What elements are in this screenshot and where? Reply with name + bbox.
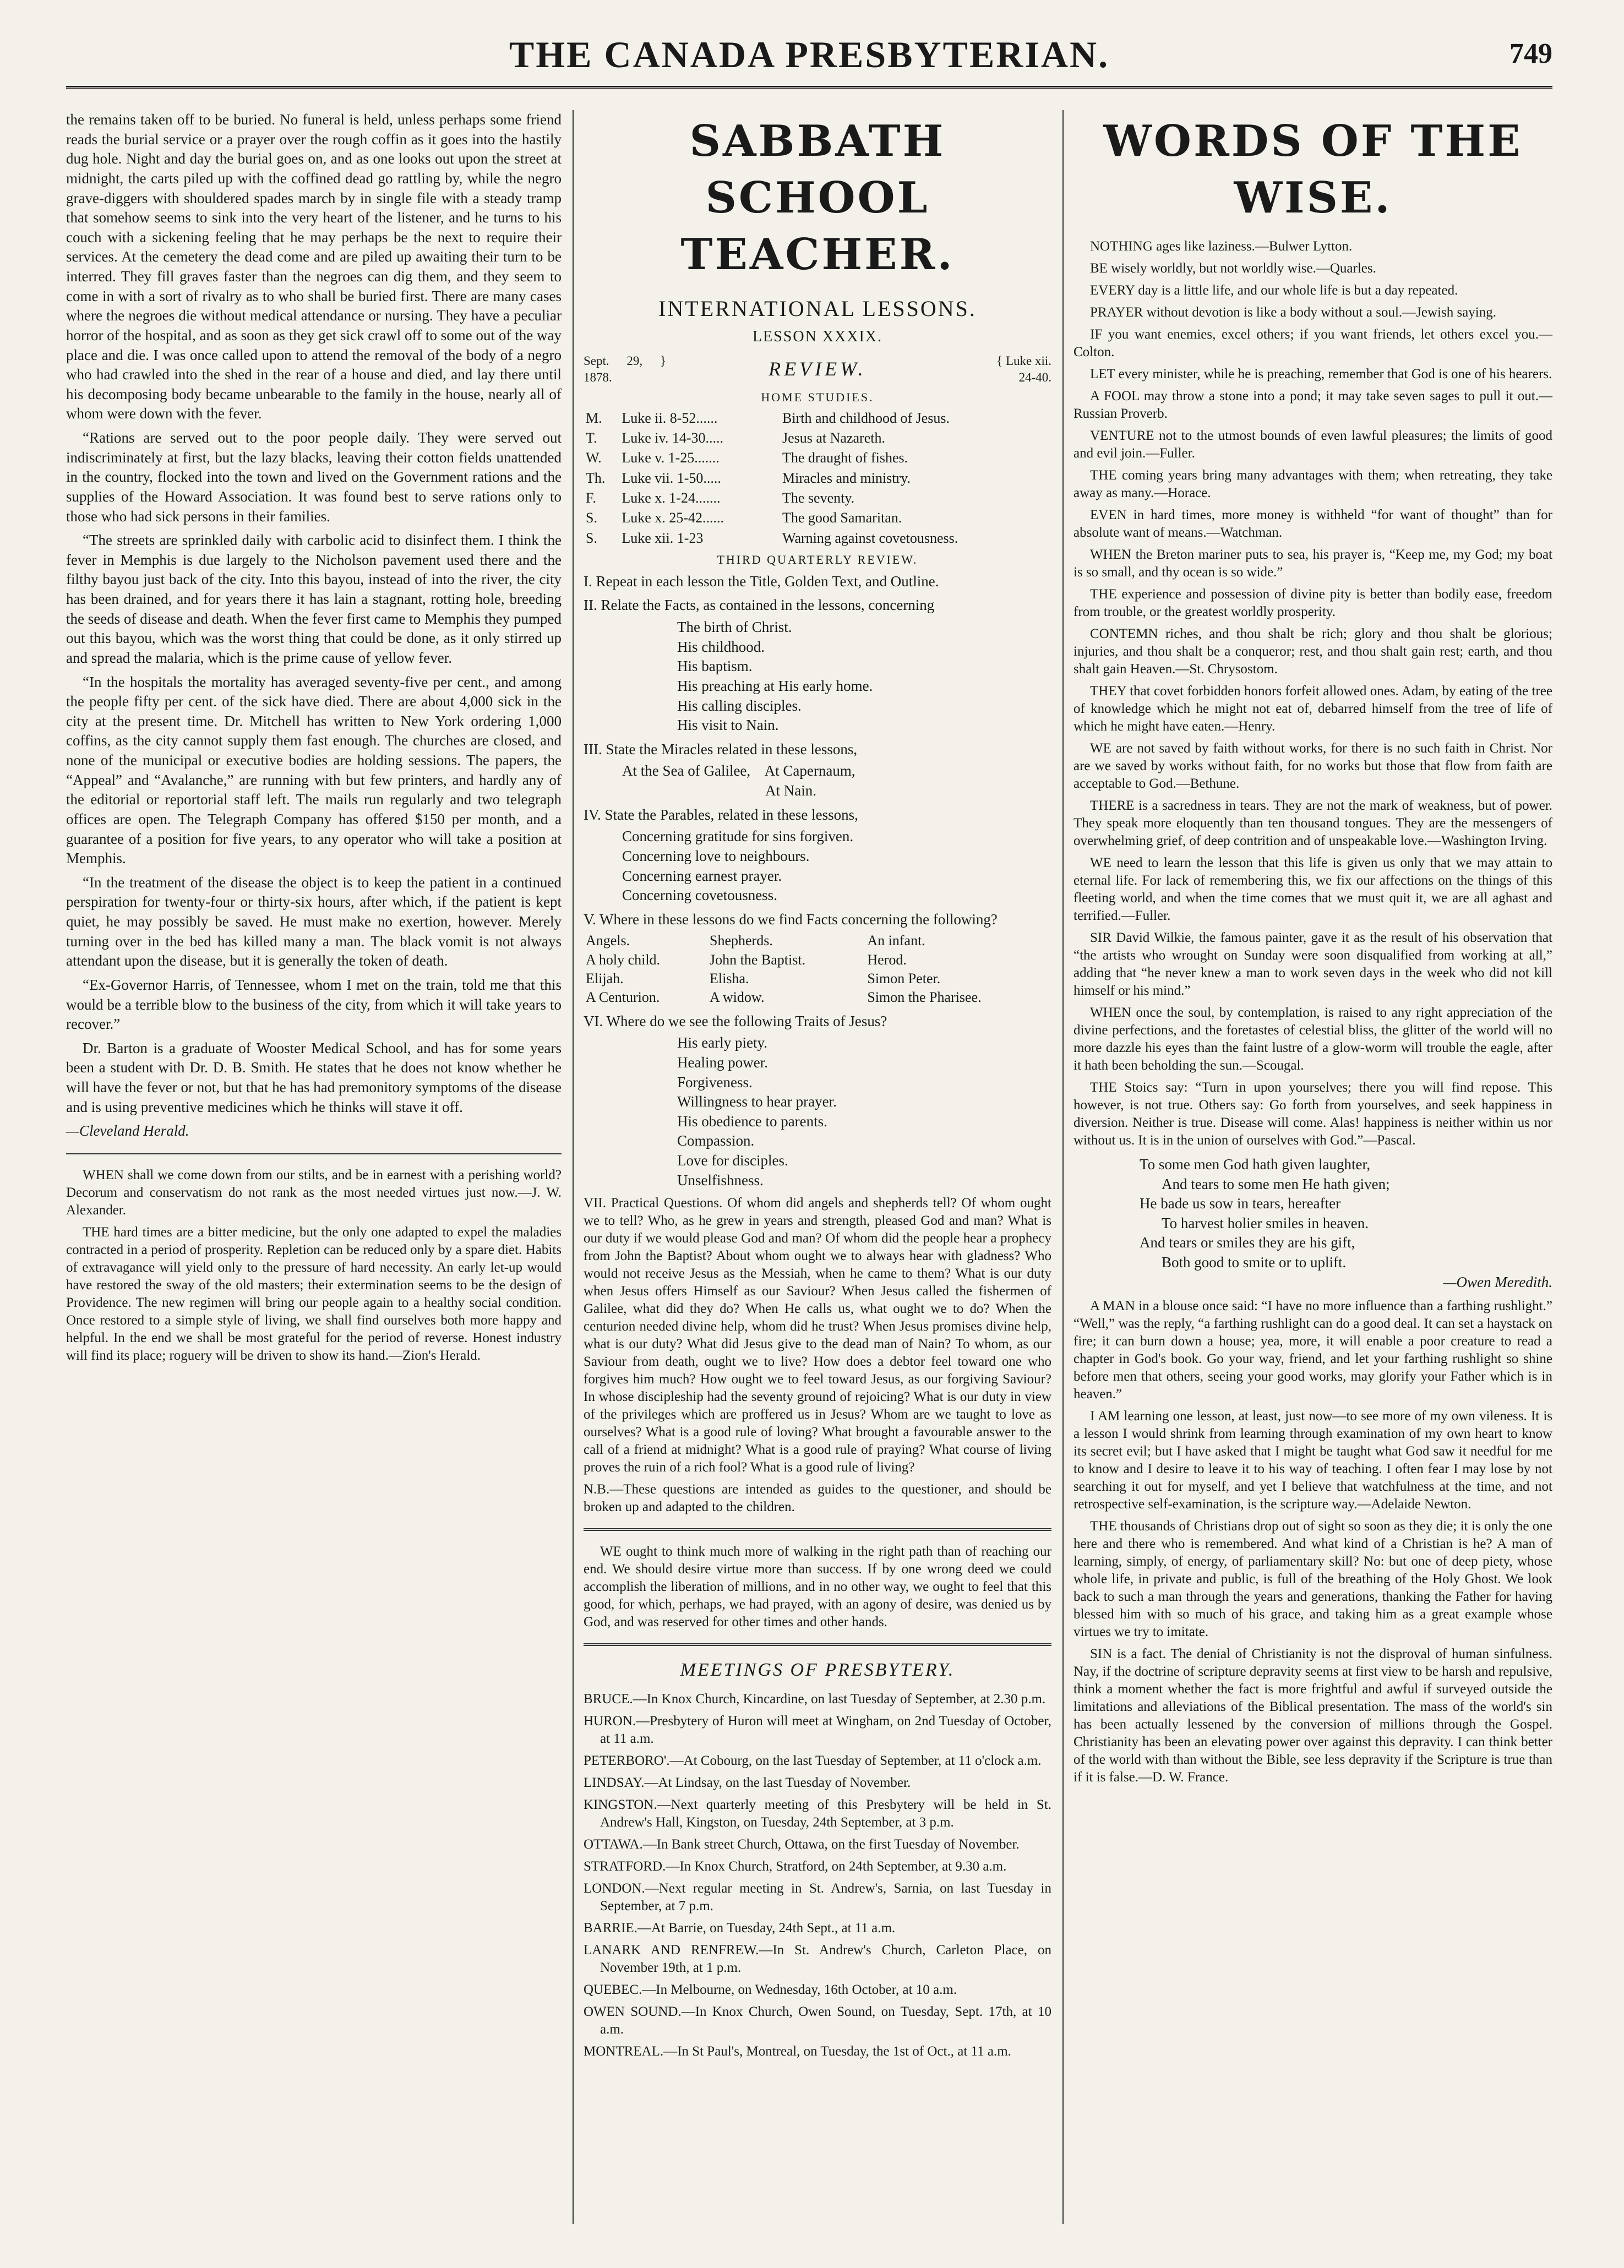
quote-paragraph: PRAYER without devotion is like a body without a soul.—Jewish saying. [1090, 304, 1496, 320]
home-studies-table [584, 408, 1051, 548]
list-item: Love for disciples. [677, 1152, 788, 1169]
study-ref: Luke xii. 1-23 [622, 530, 704, 546]
quote-paragraph: WE are not saved by faith without works, for there is no such faith in Christ. Nor are we saved by works without faith, for no works but those that flow from faith are acceptable to God.—Bethune. [1073, 740, 1552, 791]
table-cell: Elisha. [710, 971, 749, 987]
table-cell: A widow. [710, 989, 765, 1006]
quote-paragraph: LET every minister, while he is preaching, remember that God is one of his hearers. [1090, 366, 1552, 381]
list-item: The birth of Christ. [677, 619, 792, 636]
column-right [1073, 110, 1552, 1791]
list-item: His baptism. [677, 658, 753, 675]
meeting-entry: QUEBEC.—In Melbourne, on Wednesday, 16th October, at 10 a.m. [584, 1982, 957, 1998]
meetings-title: MEETINGS OF PRESBYTERY. [680, 1660, 955, 1681]
study-day: F. [586, 489, 596, 506]
quote-paragraph: SIR David Wilkie, the famous painter, gave it as the result of his observation that “the artists who wrought on Sunday were soon disqualified from working at all,” adding that “he never knew a man to work seven days in the week who did not kill himself or his mind.” [1073, 930, 1552, 998]
study-day: W. [586, 450, 602, 466]
meeting-entry: PETERBORO'.—At Cobourg, on the last Tuesday of September, at 11 o'clock a.m. [584, 1753, 1042, 1769]
review-title: REVIEW. [769, 357, 867, 380]
quote-paragraph: IF you want enemies, excel others; if you want friends, let others excel you.—Colton. [1073, 326, 1552, 359]
study-topic: Warning against covetousness. [782, 530, 958, 546]
quote-paragraph: THE Stoics say: “Turn in upon yourselves; there you will find repose. This however, is not true. Others say: Go forth from yourselves, and seek happiness in diversion. Neither is true. Disease will come. Alas! happiness is neither within us nor without us. It is in the union of ourselves with God.”—Pascal. [1073, 1080, 1552, 1148]
study-day: Th. [586, 470, 606, 486]
study-day: T. [586, 429, 597, 446]
article-attribution: —Cleveland Herald. [66, 1122, 189, 1140]
short-paragraph: WHEN shall we come down from our stilts, and be in earnest with a perishing world? Decorum and conservatism do not rank as the most needed virtues just now.—J. W. Alexander. [66, 1167, 562, 1218]
study-ref: Luke ii. 8-52...... [622, 410, 718, 426]
column-divider [1062, 110, 1064, 2224]
short-paragraph: WE ought to think much more of walking in the right path than of reaching our end. We should desire virtue more than success. If by one wrong deed we could accomplish the liberation of millions, and in no other way, we ought to feel that this good, for which, perhaps, we had prayed, with an agony of desire, was denied us by God, and was reserved for other times and other hands. [584, 1544, 1051, 1630]
table-cell: A holy child. [586, 951, 661, 968]
table-row [584, 448, 1051, 468]
quote-paragraph: EVERY day is a little life, and our whole life is but a day repeated. [1090, 282, 1458, 298]
list-item: Concerning love to neighbours. [622, 847, 810, 864]
page-header [66, 33, 1552, 83]
meeting-entry: LANARK AND RENFREW.—In St. Andrew's Church, Carleton Place, on November 19th, at 1 p.m. [584, 1943, 1051, 1976]
study-day: S. [586, 530, 597, 546]
list-item: His early piety. [677, 1034, 767, 1051]
column-divider [573, 110, 574, 2224]
poem-line: And tears or smiles they are his gift, [1140, 1234, 1355, 1251]
nb-note: N.B.—These questions are intended as guides to the questioner, and should be broken up and adapted to the children. [584, 1482, 1051, 1515]
list-item: At Nain. [765, 782, 816, 799]
table-cell: Herod. [867, 951, 907, 968]
quote-paragraph: THE experience and possession of divine pity is better than bodily ease, freedom from trouble, or the greatest worldly prosperity. [1073, 586, 1552, 619]
poem-line: He bade us sow in tears, hereafter [1140, 1195, 1341, 1212]
article-paragraph: “Rations are served out to the poor people daily. They were served out indiscriminately at first, but the lazy blacks, leaving their cotton fields unattended in the country, flocked into the town and lived on the Government rations and the supplies of the Howard Association. It was found best to serve rations only to those who had sick persons in their families. [66, 429, 562, 525]
quote-paragraph: VENTURE not to the utmost bounds of even lawful pleasures; the limits of good and evil join.—Fuller. [1073, 428, 1552, 461]
list-item: Concerning gratitude for sins forgiven. [622, 828, 854, 845]
list-item: Forgiveness. [677, 1073, 753, 1091]
table-cell: A Centurion. [586, 989, 660, 1006]
meeting-entry: KINGSTON.—Next quarterly meeting of this Presbytery will be held in St. Andrew's Hall, Kingston, on Tuesday, 24th September, at 3 p.m. [584, 1797, 1051, 1830]
study-ref: Luke iv. 14-30..... [622, 429, 723, 446]
lessons-heading: INTERNATIONAL LESSONS. [658, 296, 977, 321]
review-date: Sept. 29, } 1878. [584, 353, 666, 384]
quote-paragraph: I AM learning one lesson, at least, just now—to see more of my own vileness. It is a lesson I would shrink from learning through examination of my own heart to know its secret evil; but I have asked that I might be taught what God saw it needful for me to know and I desire to leave it to his way of teaching. I often fear I may lose by not searching it out for myself, and yet I believe that watchfulness at the time, and not retrospective self-examination, is the scripture way.—Adelaide Newton. [1073, 1409, 1552, 1512]
header-rule [66, 86, 1552, 89]
quote-paragraph: BE wisely worldly, but not worldly wise.—Quarles. [1090, 260, 1376, 276]
quarterly-review-label: THIRD QUARTERLY REVIEW. [717, 552, 918, 566]
table-cell: Elijah. [586, 971, 624, 987]
home-studies-label: HOME STUDIES. [761, 390, 874, 404]
practical-questions: VII. Practical Questions. Of whom did angels and shepherds tell? Of whom ought we to tell? Who, as he grew in years and strength, pleased God and man? What is our duty if we would please God and man? Of whom did the people hear a prophecy from John the Baptist? About whom ought we to always hear with gladness? Who would not receive Jesus as the Messiah, when he came to them? What is our duty when Jesus offers Himself as our Saviour? When Jesus called the fishermen of Galilee, what did they do? When He calls us, what ought we to do? When the centurion needed divine help, whom did he trust? When Jesus promises divine help, what is our duty? What did Jesus give to the dead man of Nain? To whom, as our Saviour from death, ought we to live? How does a debtor feel toward one who forgives him much? How ought we to feel toward Jesus, as our forgiving Saviour? In whose discipleship had the seventy ground of rejoicing? What is our duty in view of the privileges which are proffered us in Jesus? Whom are we taught to love as ourselves? What is a good rule of loving? What brought a favourable answer to the call of a friend at midnight? What is a good rule of praying? What course of living proves the ruin of a rich fool? What is a good rule of living? [584, 1196, 1051, 1475]
section-rule [66, 1153, 562, 1154]
article-paragraph: “Ex-Governor Harris, of Tennessee, whom I met on the train, told me that this would be a terrible blow to the business of the city, from which it will take years to recover.” [66, 976, 562, 1033]
section-rule [584, 1528, 1051, 1531]
review-question: III. State the Miracles related in these lessons, [584, 740, 858, 757]
review-question: II. Relate the Facts, as contained in the lessons, concerning [584, 597, 935, 614]
meeting-entry: LONDON.—Next regular meeting in St. Andrew's, Sarnia, on last Tuesday in September, at 7 p.m. [584, 1881, 1051, 1914]
table-row [584, 931, 1051, 950]
poem-line: And tears to some men He hath given; [1162, 1175, 1390, 1192]
list-item: His childhood. [677, 638, 765, 655]
poem-attribution: —Owen Meredith. [1443, 1273, 1552, 1290]
poem-line: To some men God hath given laughter, [1140, 1155, 1371, 1173]
quote-paragraph: EVEN in hard times, more money is withheld “for want of thought” than for absolute want of means.—Watchman. [1073, 507, 1552, 540]
quote-paragraph: A FOOL may throw a stone into a pond; it may take seven sages to pull it out.—Russian Proverb. [1073, 388, 1552, 421]
quote-paragraph: CONTEMN riches, and thou shalt be rich; glory and thou shalt be glorious; injuries, and thou shalt be a conqueror; rest, and thou shalt gain rest; earth, and thou shalt gain Heaven.—St. Chrysostom. [1073, 626, 1552, 677]
list-item: Concerning earnest prayer. [622, 867, 782, 884]
list-item: Healing power. [677, 1054, 768, 1071]
table-cell: Angels. [586, 933, 630, 949]
lesson-number: LESSON XXXIX. [753, 328, 882, 345]
facts-table [584, 931, 1051, 1007]
study-topic: The draught of fishes. [782, 450, 908, 466]
list-item: His visit to Nain. [677, 717, 779, 734]
meeting-entry: HURON.—Presbytery of Huron will meet at Wingham, on 2nd Tuesday of October, at 11 a.m. [584, 1714, 1051, 1747]
study-topic: The seventy. [782, 489, 855, 506]
masthead: THE CANADA PRESBYTERIAN. [509, 34, 1110, 75]
quote-paragraph: WHEN the Breton mariner puts to sea, his prayer is, “Keep me, my God; my boat is so small, and thy ocean is so wide.” [1073, 547, 1552, 580]
quote-paragraph: A MAN in a blouse once said: “I have no more influence than a farthing rushlight.” “Well,” was the reply, “a farthing rushlight can do a good deal. It can set a haystack on fire; it can burn down a house; yea, more, it will enable a poor creature to read a chapter in God's book. Go your way, friend, and let your farthing rushlight so shine before men that others, seeing your good works, may glorify your Father which is in heaven.” [1073, 1299, 1552, 1402]
meeting-entry: MONTREAL.—In St Paul's, Montreal, on Tuesday, the 1st of Oct., at 11 a.m. [584, 2044, 1011, 2059]
quote-paragraph: SIN is a fact. The denial of Christianity is not the disproval of human sinfulness. Nay, if the doctrine of scripture depravity seems at first view to be harsh and repulsive, think a moment whether the fact is more frightful and awful if surveyed outside the limitations and alleviations of the Biblical presentation. The mass of the world's sin has been actually lessened by the conversion of millions through the Gospel. Christianity has been an elevating power over against this depravity. I can think better of the world with than without the Bible, see less depravity if the Scripture is true than if it is false.—D. W. France. [1073, 1647, 1552, 1785]
table-cell: Simon the Pharisee. [867, 989, 982, 1006]
meeting-entry: OTTAWA.—In Bank street Church, Ottawa, on the first Tuesday of November. [584, 1837, 1020, 1852]
table-cell: Simon Peter. [867, 971, 941, 987]
section-rule [584, 1643, 1051, 1646]
section-title: SABBATH SCHOOL TEACHER. [680, 116, 955, 280]
study-day: M. [586, 410, 602, 426]
article-paragraph: Dr. Barton is a graduate of Wooster Medical School, and has for some years been a student with Dr. D. B. Smith. He states that he does not know whether he will have the fever or not, but that he has had premonitory symptoms of the disease and is using preventive medicines which he thinks will stave it off. [66, 1039, 562, 1115]
study-topic: Birth and childhood of Jesus. [782, 410, 950, 426]
column-middle [584, 110, 1051, 2065]
meeting-entry: STRATFORD.—In Knox Church, Stratford, on 24th September, at 9.30 a.m. [584, 1859, 1007, 1874]
poem-line: Both good to smite or to uplift. [1162, 1254, 1347, 1271]
table-cell: John the Baptist. [710, 951, 806, 968]
section-title: WORDS OF THE WISE. [1103, 116, 1523, 223]
study-topic: Miracles and ministry. [782, 470, 911, 486]
table-cell: An infant. [867, 933, 925, 949]
review-question: V. Where in these lessons do we find Facts concerning the following? [584, 911, 998, 928]
review-reference: { Luke xii. 24-40. [996, 353, 1051, 384]
review-question: IV. State the Parables, related in these lessons, [584, 806, 858, 823]
list-item: His calling disciples. [677, 697, 802, 714]
meeting-entry: LINDSAY.—At Lindsay, on the last Tuesday of November. [584, 1775, 911, 1791]
page-number: 749 [1509, 38, 1552, 69]
study-ref: Luke v. 1-25....... [622, 450, 720, 466]
article-paragraph: the remains taken off to be buried. No funeral is held, unless perhaps some friend reads the burial service or a prayer over the rough coffin as it goes into the hastily dug hole. Night and day the burial goes on, and as one looks out upon the street at midnight, the carts piled up with the coffined dead go rattling by, while the negro grave-diggers with shouldered spades march by in single file with a steady tramp that somehow seems to sink into the very heart of the listener, and he turns to his couch with a sickening feeling that he may perhaps be the next to require their services. At the cemetery the dead come and are piled up awaiting their turn to be interred. They fill graves faster than the negroes can dig them, and they seem to come in with a sort of rivalry as to who shall be buried first. There are many cases where the negroes die without medical attendance or nursing. They have a peculiar horror of the hospital, and as soon as they get sick crawl off to some out of the way place and die. I was once called upon to attend the removal of the body of a negro who had crawled into the shed in the rear of a house and died, and lay there until his decomposing body became unbearable to the family in the house, nearly all of whom were down with the fever. [66, 111, 562, 422]
table-row [584, 528, 1051, 548]
article-paragraph: “The streets are sprinkled daily with carbolic acid to disinfect them. I think the fever in Memphis is due largely to the Nicholson pavement used there and the filthy bayou just back of the city. Into this bayou, instead of into the river, the city has been drained, and for years there it has lain a stagnant, rotting hole, breeding the seeds of disease and death. When the fever first came to Memphis they pumped out this bayou, which was the worst thing that could be done, as it only stirred up and spread the malaria, which is the prime cause of yellow fever. [66, 532, 562, 666]
quote-paragraph: THERE is a sacredness in tears. They are not the mark of weakness, but of power. They speak more eloquently than ten thousand tongues. They are the messengers of overwhelming grief, of deep contrition and of unspeakable love.—Washington Irving. [1073, 798, 1552, 848]
list-item: Willingness to hear prayer. [677, 1093, 837, 1110]
review-question: VI. Where do we see the following Traits of Jesus? [584, 1012, 887, 1029]
column-left [66, 110, 562, 1369]
meeting-entry: BARRIE.—At Barrie, on Tuesday, 24th Sept., at 11 a.m. [584, 1921, 896, 1936]
table-row [584, 488, 1051, 508]
quote-paragraph: THEY that covet forbidden honors forfeit allowed ones. Adam, by eating of the tree of knowledge which he might not eat of, debarred himself from the tree of life of which he might have eaten.—Henry. [1073, 683, 1552, 734]
list-item: His obedience to parents. [677, 1113, 827, 1130]
quote-paragraph: NOTHING ages like laziness.—Bulwer Lytton. [1090, 238, 1353, 254]
poem [1073, 1155, 1552, 1292]
short-paragraph: THE hard times are a bitter medicine, but the only one adapted to expel the maladies contracted in a period of prosperity. Repletion can be reduced only by a spare diet. Habits of extravagance will yield only to the pressure of hard necessity. An early let-up would have restored the sway of the old masters; their extermination seems to be the design of Providence. The new regimen will bring our people again to a healthy social condition. Once restored to a simple style of living, we shall find ourselves both more happy and helpful. In the end we shall be most grateful for the period of reverse. Honest industry will find its place; roguery will be driven to show its hand.—Zion's Herald. [66, 1224, 562, 1363]
study-topic: Jesus at Nazareth. [782, 429, 885, 446]
article-paragraph: “In the treatment of the disease the object is to keep the patient in a continued perspiration for twenty-four or thirty-six hours, after which, if the patient is kept quiet, he may possibly be saved. He must make no exertion, however. Merely turning over in the bed has killed many a man. The black vomit is not always attendant upon the disease, but it is generally the token of death. [66, 874, 562, 969]
table-row [584, 951, 1051, 969]
study-ref: Luke x. 25-42...... [622, 510, 724, 526]
table-row [584, 988, 1051, 1007]
review-line [584, 353, 1051, 386]
quote-paragraph: THE coming years bring many advantages with them; when retreating, they take away as many.—Horace. [1073, 467, 1552, 500]
table-row [584, 969, 1051, 988]
meeting-entry: OWEN SOUND.—In Knox Church, Owen Sound, on Tuesday, Sept. 17th, at 10 a.m. [584, 2004, 1051, 2037]
table-row [584, 408, 1051, 428]
quote-paragraph: WE need to learn the lesson that this life is given us only that we may attain to eternal life. For lack of remembering this, we fix our affections on the things of this fleeting world, and when the time comes that we must quit it, we are all aghast and terrified.—Fuller. [1073, 855, 1552, 923]
list-item: Compassion. [677, 1132, 755, 1149]
list-item: Unselfishness. [677, 1171, 764, 1188]
poem-line: To harvest holier smiles in heaven. [1162, 1214, 1369, 1231]
study-ref: Luke vii. 1-50..... [622, 470, 721, 486]
study-day: S. [586, 510, 597, 526]
review-question: I. Repeat in each lesson the Title, Golden Text, and Outline. [584, 573, 939, 590]
quote-paragraph: WHEN once the soul, by contemplation, is raised to any right appreciation of the divine perfections, and the foretastes of celestial bliss, the glitter of the world will no more dazzle his eyes than the faint lustre of a glow-worm will trouble the eagle, after it hath been beholding the sun.—Scougal. [1073, 1005, 1552, 1073]
study-ref: Luke x. 1-24....... [622, 489, 721, 506]
list-item: His preaching at His early home. [677, 677, 873, 694]
meeting-entry: BRUCE.—In Knox Church, Kincardine, on last Tuesday of September, at 2.30 p.m. [584, 1692, 1046, 1707]
table-row [584, 428, 1051, 448]
table-cell: Shepherds. [710, 933, 773, 949]
table-row [584, 508, 1051, 528]
table-row [584, 468, 1051, 488]
quote-paragraph: THE thousands of Christians drop out of sight so soon as they die; it is only the one here and there who is remembered. And what kind of a Christian is he? A man of learning, simply, of energy, of parliamentary skill? No: but one of deep piety, whose whole life, in private and public, is full of the breathing of the Holy Ghost. We look back to such a man through the years and generations, thanking the Father for having blessed him with so much of his grace, and taking him as a great example whose virtues we try to imitate. [1073, 1519, 1552, 1640]
study-topic: The good Samaritan. [782, 510, 902, 526]
article-paragraph: “In the hospitals the mortality has averaged seventy-five per cent., and among the people fifty per cent. of the sick have died. There are about 4,000 sick in the city at the present time. Dr. Mitchell has written to New York ordering 1,000 coffins, as the city cannot supply them fast enough. The churches are closed, and none of the municipal or executive bodies are holding sessions. The papers, the “Appeal” and “Avalanche,” are running with but few printers, and hardly any of the editorial or reportorial staff left. The mails run regularly and two telegraph offices are open. The Telegraph Company has offered $150 per month, and a guarantee of a position for five years, to any operator who will take a position at Memphis. [66, 673, 562, 867]
list-item: Concerning covetousness. [622, 887, 777, 904]
list-item: At the Sea of Galilee, At Capernaum, [622, 762, 855, 779]
